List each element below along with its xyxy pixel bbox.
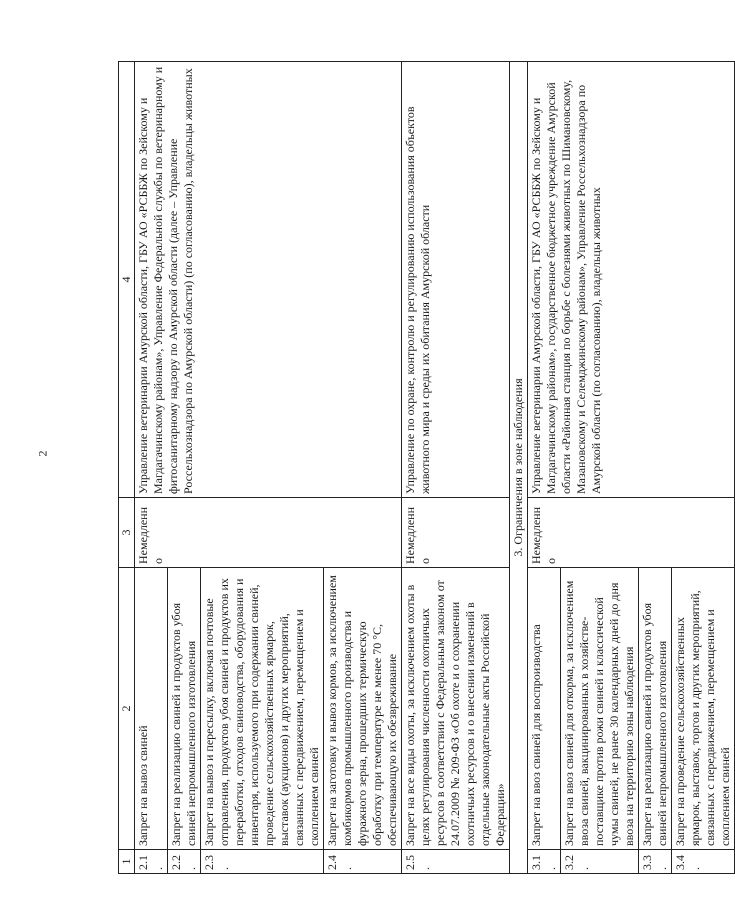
row-number: 3.1.	[528, 850, 561, 874]
term-text: Немедленно	[402, 498, 510, 568]
measure-text: Запрет на проведение сельскохозяйственных ярмарок, выставок, торгов и других мероприятий, связанных с передвижением, перемещением и скоплением свиней	[672, 568, 735, 850]
header-col-2: 2	[119, 568, 135, 850]
term-text: Немедленно	[528, 498, 735, 568]
row-number: 3.3.	[639, 850, 672, 874]
term-text: Немедленно	[135, 498, 402, 568]
responsible-text: Управление по охране, контролю и регулированию использования объектов животного мира и среды их обитания Амурской области	[402, 62, 510, 498]
measures-table	[118, 61, 735, 874]
measure-text: Запрет на реализацию свиней и продуктов убоя свиней непромышленного изготовления	[639, 568, 672, 850]
section-heading-row	[510, 62, 528, 874]
measure-text: Запрет на ввоз свиней для воспроизводства	[528, 568, 561, 850]
measure-text: Запрет на вывоз свиней	[135, 568, 168, 850]
table-header-row	[119, 62, 135, 874]
row-number: 2.4.	[324, 850, 402, 874]
row-number: 2.2.	[168, 850, 201, 874]
section-heading: 3. Ограничения в зоне наблюдения	[510, 62, 528, 874]
page-number: 2	[35, 450, 50, 457]
responsible-text: Управление ветеринарии Амурской области, ГБУ АО «РСББЖ по Зейскому и Магдагачинскому районам», государственное бюджетное учреждение Амурской области «Районная станция по борьбе с болезнями животных по Шимановскому, Мазановскому и Селемджинскому районам», Управление Россельхознадзора по Амурской области (по согласованию), владельцы животных	[528, 62, 735, 498]
responsible-text: Управление ветеринарии Амурской области, ГБУ АО «РСББЖ по Зейскому и Магдагачинскому районам», Управление Федеральной службы по ветеринарному и фитосанитарному надзору по Амурской области (далее – Управление Россельхознадзора по Амурской области) (по согласованию), владельцы животных	[135, 62, 402, 498]
header-col-4: 4	[119, 62, 135, 498]
rotated-sheet	[118, 62, 732, 874]
header-col-3: 3	[119, 498, 135, 568]
row-number: 3.2.	[561, 850, 639, 874]
measure-text: Запрет на вывоз и пересылку, включая почтовые отправления, продуктов убоя свиней и продуктов их переработки, отходов свиноводства, оборудования и инвентаря, используемого при содержании свиней, проведение сельскохозяйственных ярмарок, выставок (аукционов) и других мероприятий, связанных с передвижением, перемещением и скоплением свиней	[201, 568, 324, 850]
measure-text: Запрет на все виды охоты, за исключением охоты в целях регулирования численности охотничьих ресурсов в соответствии с Федеральным законом от 24.07.2009 № 209-ФЗ «Об охоте и о сохранении охотничьих ресурсов и о внесении изменений в отдельные законодательные акты Российской Федерации»	[402, 568, 510, 850]
table-row	[402, 62, 510, 874]
table-row	[135, 62, 168, 874]
table-row	[528, 62, 561, 874]
measure-text: Запрет на заготовку и вывоз кормов, за исключением комбикормов промышленного производства и фуражного зерна, прошедших термическую обработку при температуре не менее 70 °С, обеспечивающую их обезвреживание	[324, 568, 402, 850]
header-col-1: 1	[119, 850, 135, 874]
measure-text: Запрет на ввоз свиней для откорма, за исключением ввоза свиней, вакцинированных в хозяйстве-поставщике против рожи свиней и классической чумы свиней, не ранее 30 календарных дней до дня ввоза на территорию зоны наблюдения	[561, 568, 639, 850]
measure-text: Запрет на реализацию свиней и продуктов убоя свиней непромышленного изготовления	[168, 568, 201, 850]
row-number: 2.1.	[135, 850, 168, 874]
row-number: 2.5.	[402, 850, 510, 874]
row-number: 2.3.	[201, 850, 324, 874]
row-number: 3.4.	[672, 850, 735, 874]
